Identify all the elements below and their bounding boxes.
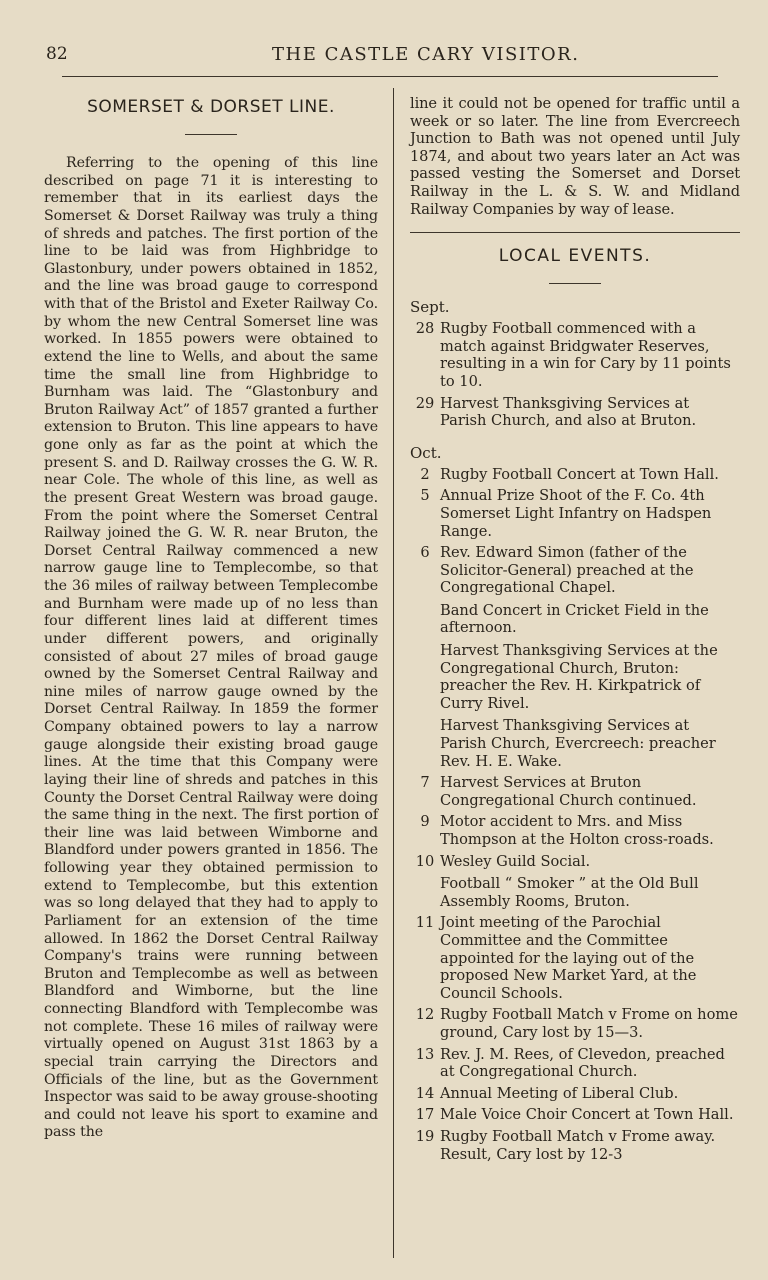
event-text: Male Voice Choir Concert at Town Hall. (440, 1106, 734, 1124)
event-entry (410, 1128, 740, 1163)
event-day: 29 (415, 394, 435, 412)
event-entry (410, 544, 740, 770)
event-entry (410, 1106, 740, 1124)
event-day: 6 (420, 544, 430, 562)
events-title: LOCAL EVENTS. (498, 246, 652, 267)
event-text: Rugby Football commenced with a match against Bridgwater Reserves, resulting in a win for Cary by 11 points to 10. (440, 320, 731, 390)
event-entry (410, 853, 740, 911)
event-text: Rev. J. M. Rees, of Clevedon, preached at Congregational Church. (440, 1045, 725, 1081)
event-day: 17 (415, 1106, 435, 1124)
event-entry (410, 813, 740, 848)
event-entry (410, 487, 740, 540)
event-day: 11 (415, 914, 435, 932)
event-description (440, 395, 740, 430)
page-number: 82 (46, 44, 68, 64)
event-description (440, 544, 740, 770)
event-text: Harvest Thanksgiving Services at Parish Church, Evercreech: preacher Rev. H. E. Wake. (440, 717, 716, 770)
event-day: 9 (420, 813, 430, 831)
event-text: Harvest Thanksgiving Services at the Congregational Church, Bruton: preacher the Rev. H. Kirkpatrick of Curry Rivel. (440, 642, 718, 712)
event-description (440, 1046, 740, 1081)
event-description (440, 487, 740, 540)
event-description (440, 1006, 740, 1041)
article-body: Referring to the opening of this line described on page 71 it is interesting to remember that in its earliest days the Somerset & Dorset Railway was truly a thing of shreds and patches. The first portion of the line to be laid was from Highbridge to Glastonbury, under powers obtained in 1852, and the line was broad gauge to correspond with that of the Bristol and Exeter Railway Co. by whom the new Central Somerset line was worked. In 1855 powers were obtained to extend the line to Wells, and about the same time the small line from Highbridge to Burnham was laid. The “Glastonbury and Bruton Railway Act” of 1857 granted a further extension to Bruton. This line appears to have gone only as far as the point at which the present S. and D. Railway crosses the G. W. R. near Cole. The whole of this line, as well as the present Great Western was broad gauge. From the point where the Somerset Central Railway joined the G. W. R. near Bruton, the Dorset Central Railway commenced a new narrow gauge line to Templecombe, so that the 36 miles of railway between Templecombe and Burnham were made up of no less than four different lines laid at different times under different powers, and originally consisted of about 27 miles of broad gauge owned by the Somerset Central Railway and nine miles of narrow gauge owned by the Dorset Central Railway. In 1859 the former Company obtained powers to lay a narrow gauge alongside their existing broad gauge lines. At the time that this Company were laying their line of shreds and patches in this County the Dorset Central Railway were doing the same thing in the next. The first portion of their line was laid between Wimborne and Blandford under powers granted in 1856. The following year they obtained permission to extend to Templecombe, but this extention was so long delayed that they had to apply to Parliament for an extension of the time allowed. In 1862 the Dorset Central Railway Company's trains were running between Bruton and Templecombe as well as between Blandford and Wimborne, but the line connecting Blandford with Templecombe was not complete. These 16 miles of railway were virtually opened on August 31st 1863 by a special train carrying the Directors and Officials of the line, but as the Government Inspector was said to be away grouse-shooting and could not leave his sport to examine and pass the (44, 155, 378, 1141)
event-description (440, 320, 740, 390)
event-entry (410, 1085, 740, 1103)
event-entry (410, 914, 740, 1002)
event-text: Joint meeting of the Parochial Committee and the Committee appointed for the laying out of the proposed New Market Yard, at the Council Schools. (440, 914, 697, 1002)
section-rule (410, 232, 740, 233)
event-description (440, 1085, 740, 1103)
title-rule (185, 134, 237, 135)
event-day: 14 (415, 1084, 435, 1102)
event-text: Rugby Football Concert at Town Hall. (440, 465, 719, 483)
header-rule (62, 76, 718, 77)
event-day: 5 (420, 487, 430, 505)
event-description (440, 1106, 740, 1124)
event-entry (410, 320, 740, 390)
event-description (440, 914, 740, 1002)
event-day: 13 (415, 1045, 435, 1063)
event-entry (410, 395, 740, 430)
left-column (44, 88, 378, 1142)
article-continuation: line it could not be opened for traffic until a week or so later. The line from Evercreech Junction to Bath was not opened until July 1874, and about two years later an Act was passed vesting the Somerset and Dorset Railway in the L. & S. W. and Midland Railway Companies by way of lease. (410, 95, 740, 218)
running-title: THE CASTLE CARY VISITOR. (272, 44, 580, 65)
event-text: Harvest Thanksgiving Services at Parish Church, and also at Bruton. (440, 394, 697, 430)
event-description (440, 466, 740, 484)
event-text: Motor accident to Mrs. and Miss Thompson at the Holton cross-roads. (440, 813, 714, 848)
article-title: SOMERSET & DORSET LINE. (87, 97, 335, 117)
event-month: Oct. (410, 443, 442, 462)
event-description (440, 774, 740, 809)
event-month: Sept. (410, 298, 450, 317)
events-title-rule (549, 283, 601, 284)
event-day: 19 (415, 1127, 435, 1145)
event-day: 28 (415, 320, 435, 338)
event-text: Band Concert in Cricket Field in the afternoon. (440, 601, 709, 637)
event-description (440, 1128, 740, 1163)
right-column (410, 95, 740, 1163)
event-day: 2 (420, 465, 430, 483)
event-text: Rugby Football Match v Frome away. Result, Cary lost by 12-3 (440, 1127, 716, 1163)
event-text: Annual Meeting of Liberal Club. (440, 1084, 679, 1102)
column-divider (393, 88, 394, 1258)
event-entry (410, 1006, 740, 1041)
event-entry (410, 1046, 740, 1081)
event-text: Football “ Smoker ” at the Old Bull Assembly Rooms, Bruton. (440, 875, 699, 910)
event-day: 12 (415, 1006, 435, 1024)
event-entry (410, 774, 740, 809)
event-text: Annual Prize Shoot of the F. Co. 4th Somerset Light Infantry on Hadspen Range. (440, 487, 712, 540)
event-entry (410, 466, 740, 484)
event-text: Rev. Edward Simon (father of the Solicitor-General) preached at the Congregational Chapel. (440, 544, 694, 597)
event-text: Wesley Guild Social. (440, 852, 591, 870)
event-day: 7 (420, 774, 430, 792)
event-description (440, 853, 740, 911)
event-day: 10 (415, 852, 435, 870)
events-list (410, 298, 740, 1163)
event-description (440, 813, 740, 848)
event-text: Rugby Football Match v Frome on home ground, Cary lost by 15—3. (440, 1006, 738, 1041)
event-text: Harvest Services at Bruton Congregational Church continued. (440, 774, 697, 809)
